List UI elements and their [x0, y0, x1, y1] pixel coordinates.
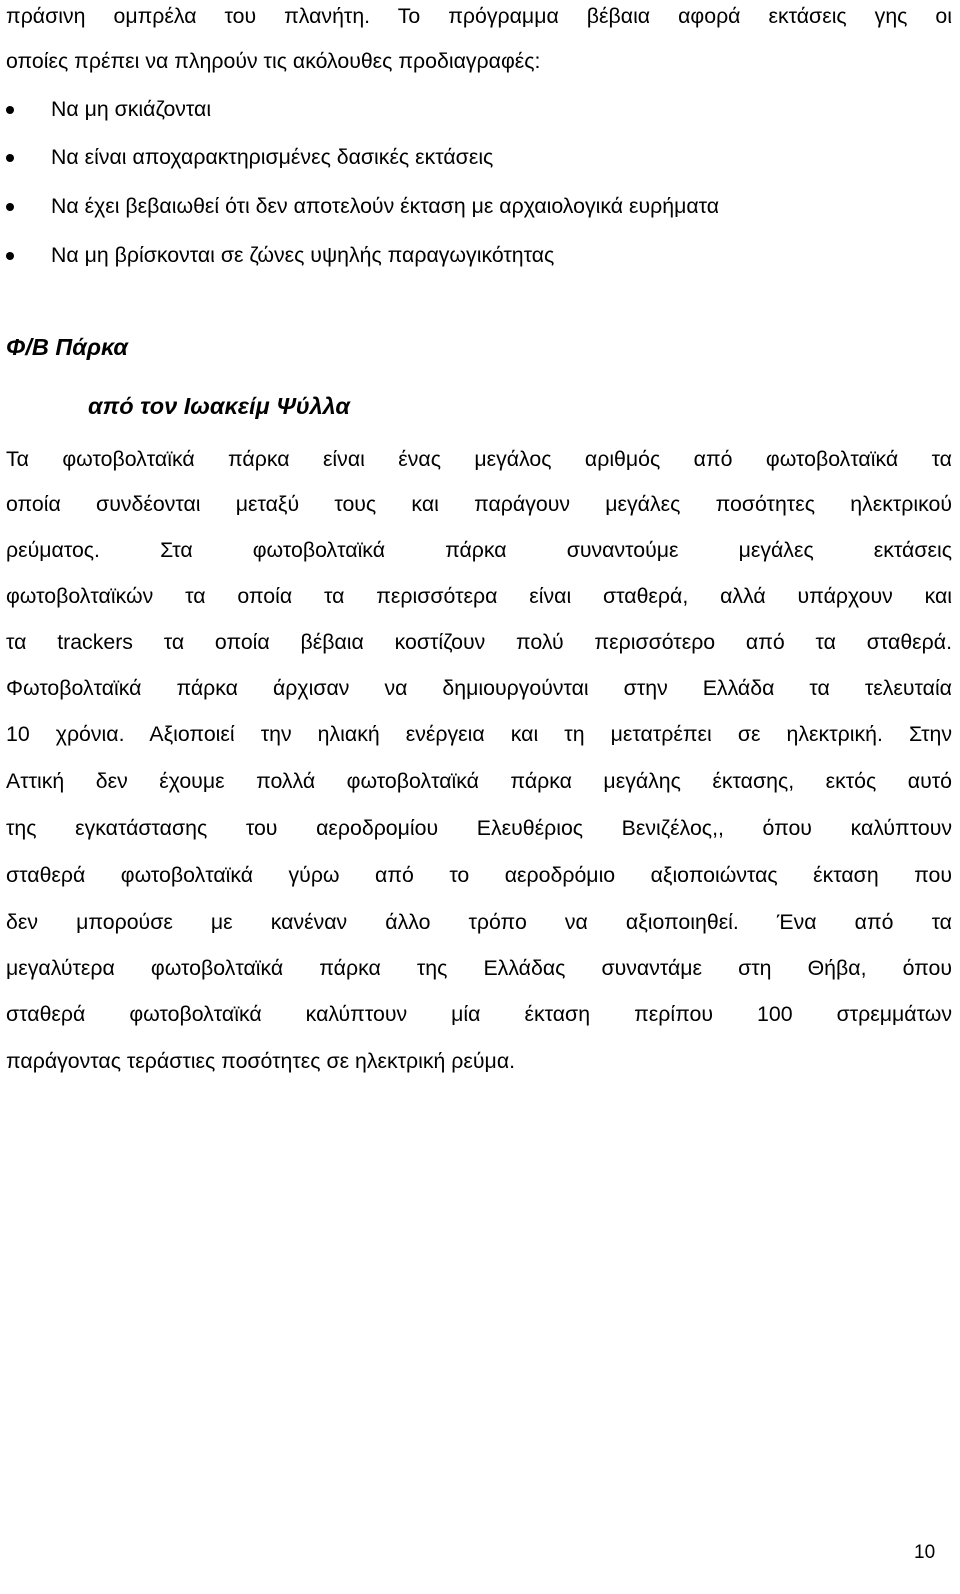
page-number: 10	[914, 1542, 936, 1563]
list-item-text: Να μη βρίσκονται σε ζώνες υψηλής παραγωγικότητας	[51, 243, 555, 267]
body-line: παράγοντας τεράστιες ποσότητες σε ηλεκτρική ρεύμα.	[6, 1049, 516, 1073]
body-line: σταθερά φωτοβολταϊκά καλύπτουν μία έκταση περίπου 100 στρεμμάτων	[6, 1002, 952, 1026]
bullet-icon	[6, 154, 14, 162]
body-line: Τα φωτοβολταϊκά πάρκα είναι ένας μεγάλος αριθμός από φωτοβολταϊκά τα	[6, 447, 952, 471]
body-line: τα trackers τα οποία βέβαια κοστίζουν πολύ περισσότερο από τα σταθερά.	[6, 630, 952, 654]
body-line: Φωτοβολταϊκά πάρκα άρχισαν να δημιουργούνται στην Ελλάδα τα τελευταία	[6, 676, 952, 700]
body-line: δεν μπορούσε με κανέναν άλλο τρόπο να αξιοποιηθεί. Ένα από τα	[6, 910, 952, 934]
body-line: της εγκατάστασης του αεροδρομίου Ελευθέριος Βενιζέλος,, όπου καλύπτουν	[6, 816, 952, 840]
list-item-text: Να είναι αποχαρακτηρισμένες δασικές εκτάσεις	[51, 145, 494, 169]
list-item-text: Να μη σκιάζονται	[51, 97, 212, 121]
bullet-icon	[6, 203, 14, 211]
body-line: σταθερά φωτοβολταϊκά γύρω από το αεροδρόμιο αξιοποιώντας έκταση που	[6, 863, 952, 887]
body-line: μεγαλύτερα φωτοβολταϊκά πάρκα της Ελλάδας συναντάμε στη Θήβα, όπου	[6, 956, 952, 980]
section-title: Φ/Β Πάρκα	[6, 334, 128, 360]
body-line: φωτοβολταϊκών τα οποία τα περισσότερα είναι σταθερά, αλλά υπάρχουν και	[6, 584, 952, 608]
bullet-icon	[6, 106, 14, 114]
intro-line: πράσινη ομπρέλα του πλανήτη. Το πρόγραμμα βέβαια αφορά εκτάσεις γης οι	[6, 4, 952, 28]
list-item-text: Να έχει βεβαιωθεί ότι δεν αποτελούν έκταση με αρχαιολογικά ευρήματα	[51, 194, 720, 218]
section-author: από τον Ιωακείμ Ψύλλα	[88, 393, 350, 419]
body-line: 10 χρόνια. Αξιοποιεί την ηλιακή ενέργεια και τη μετατρέπει σε ηλεκτρική. Στην	[6, 722, 952, 746]
body-line: Αττική δεν έχουμε πολλά φωτοβολταϊκά πάρκα μεγάλης έκτασης, εκτός αυτό	[6, 769, 952, 793]
body-line: οποία συνδέονται μεταξύ τους και παράγουν μεγάλες ποσότητες ηλεκτρικού	[6, 492, 952, 516]
bullet-icon	[6, 252, 14, 260]
body-line: ρεύματος. Στα φωτοβολταϊκά πάρκα συναντούμε μεγάλες εκτάσεις	[6, 538, 952, 562]
intro-line: οποίες πρέπει να πληρούν τις ακόλουθες προδιαγραφές:	[6, 49, 541, 73]
